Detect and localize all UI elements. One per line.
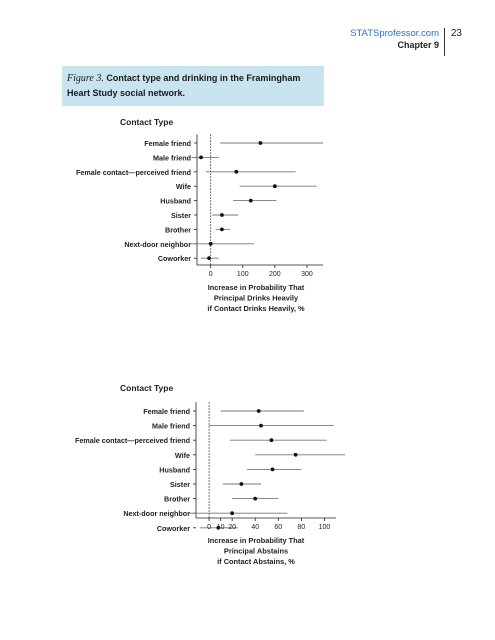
chart-1-x-label: if Contact Drinks Heavily, % <box>207 304 305 313</box>
figure-title-text: Contact type and drinking in the Framingham <box>106 73 301 83</box>
chart-1-category-label: Next-door neighbor <box>124 239 191 249</box>
chart-2-category-label: Husband <box>159 465 190 475</box>
chart-1-category-label: Wife <box>175 182 191 192</box>
chart-2-x-label: Principal Abstains <box>223 546 289 556</box>
chart-1-x-label: Principal Drinks Heavily <box>213 293 299 303</box>
chart-2-point <box>271 468 275 472</box>
chart-1-category-label: Sister <box>171 211 191 220</box>
chart-2-category-label: Male friend <box>152 421 190 431</box>
chart-2-point <box>253 497 257 501</box>
chart-1-category-label: Coworker <box>157 254 191 264</box>
chart-2-point <box>294 453 298 457</box>
chart-2-category-label: Female friend <box>143 407 190 416</box>
page-number: 23 <box>450 28 462 39</box>
chart-1-x-tick-label: 300 <box>301 271 313 278</box>
chart-2-point <box>257 409 261 413</box>
site-name[interactable]: STATSprofessor.com <box>350 28 439 39</box>
chart-1-x-label: Increase in Probability That <box>207 283 305 292</box>
chart-2-title: Contact Type <box>120 383 174 393</box>
chart-1-category-label: Male friend <box>153 153 191 163</box>
chart-2-point <box>239 482 243 486</box>
chart-2-point <box>269 438 273 442</box>
chart-1-category-label: Female friend <box>144 139 191 148</box>
chart-1-category-label: Brother <box>165 225 191 235</box>
chart-2-x-label: Increase in Probability That <box>207 536 305 545</box>
chart-1-x-tick-label: 200 <box>269 271 281 278</box>
chapter-label: Chapter 9 <box>397 40 439 50</box>
chart-2-x-tick-label: 80 <box>297 524 306 531</box>
chart-2-category-label: Wife <box>174 450 190 460</box>
chart-1-title: Contact Type <box>120 117 174 127</box>
chart-1-category-label: Female contact—perceived friend <box>75 167 191 177</box>
chart-1-x-tick-label: 100 <box>236 271 249 278</box>
figure-title-line2: Heart Study social network. <box>67 88 186 98</box>
chart-2-category-label: Sister <box>170 480 190 489</box>
chart-2-category-label: Coworker <box>156 523 190 533</box>
chart-2-x-tick-label: 100 <box>318 524 331 531</box>
chart-2-x-tick-label: 60 <box>274 524 283 531</box>
chart-2-category-label: Female contact—perceived friend <box>74 436 190 446</box>
chart-2-category-label: Brother <box>164 494 190 504</box>
chart-2-point <box>259 424 263 428</box>
figure-label: Figure 3. <box>67 73 104 84</box>
chart-2-category-label: Next-door neighbor <box>123 509 190 519</box>
chart-2-point <box>230 511 234 515</box>
chart-2-x-tick-label: 0 <box>207 524 212 531</box>
chart-2-x-label: if Contact Abstains, % <box>217 557 295 566</box>
chart-2-x-tick-label: 40 <box>251 524 260 531</box>
chart-2-x-tick-label: 10 <box>216 524 225 531</box>
chart-2-x-tick-label: 20 <box>228 524 237 531</box>
chart-1-category-label: Husband <box>160 196 191 206</box>
chart-1-x-tick-label: 0 <box>208 271 213 278</box>
